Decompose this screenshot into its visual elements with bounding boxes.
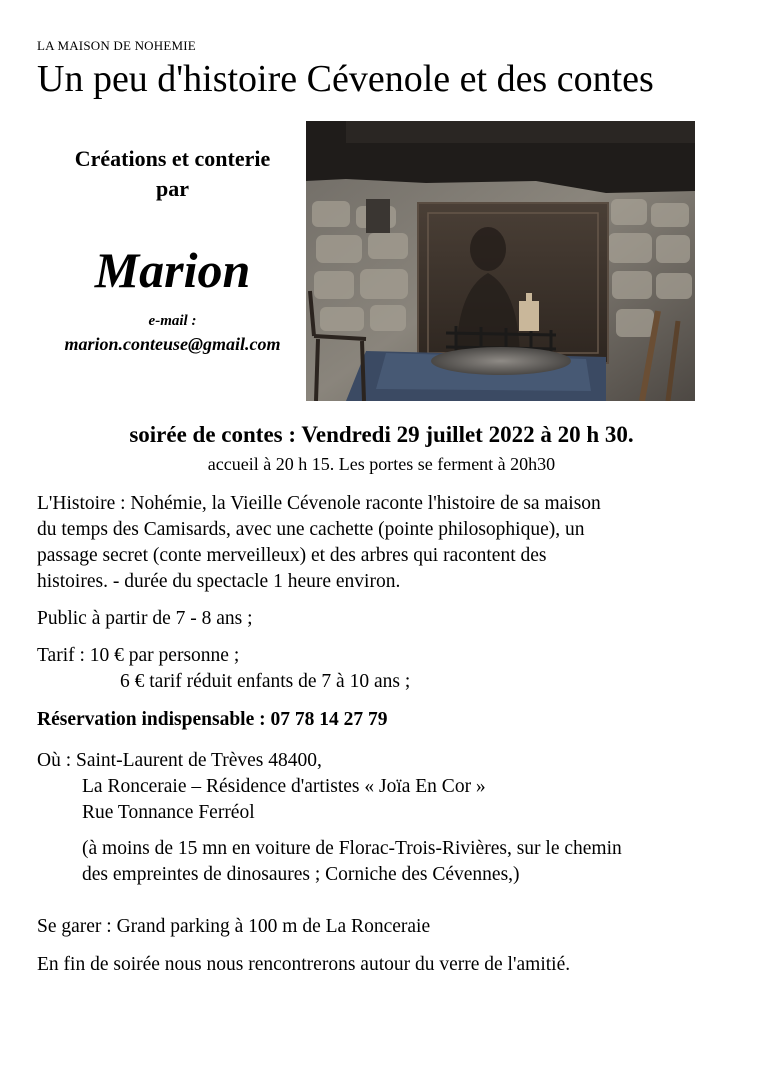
location-line-3: Rue Tonnance Ferréol (82, 802, 255, 823)
reservation-phone: Réservation indispensable : 07 78 14 27 79 (37, 709, 388, 730)
email-address: marion.conteuse@gmail.com (64, 334, 281, 354)
closing-note: En fin de soirée nous nous rencontrerons autour du verre de l'amitié. (37, 954, 571, 975)
location-line-1: Où : Saint-Laurent de Trèves 48400, (37, 750, 322, 771)
parking-info: Se garer : Grand parking à 100 m de La Ronceraie (37, 916, 431, 937)
credits-line2: par (156, 176, 189, 201)
location-line-2: La Ronceraie – Résidence d'artistes « Joïa En Cor » (82, 776, 486, 797)
location-note-1: (à moins de 15 mn en voiture de Florac-Trois-Rivières, sur le chemin (82, 838, 622, 859)
event-headline: soirée de contes : Vendredi 29 juillet 2022 à 20 h 30. (129, 422, 634, 447)
author-name: Marion (94, 242, 251, 298)
public-age: Public à partir de 7 - 8 ans ; (37, 608, 253, 629)
credits-line1: Créations et conterie (74, 146, 271, 171)
histoire-line-3: passage secret (conte merveilleux) et des arbres qui racontent des (37, 545, 547, 566)
email-label: e-mail : (148, 313, 197, 329)
tarif-line-1: Tarif : 10 € par personne ; (37, 645, 240, 666)
tarif-line-2: 6 € tarif réduit enfants de 7 à 10 ans ; (120, 671, 411, 692)
histoire-line-2: du temps des Camisards, avec une cachette (pointe philosophique), un (37, 519, 585, 540)
histoire-line-1: L'Histoire : Nohémie, la Vieille Cévenole raconte l'histoire de sa maison (37, 493, 601, 514)
kicker: LA MAISON DE NOHEMIE (37, 38, 196, 53)
credits-heading (40, 144, 305, 204)
location-note-2: des empreintes de dinosaures ; Corniche des Cévennes,) (82, 864, 520, 885)
histoire-line-4: histoires. - durée du spectacle 1 heure environ. (37, 571, 401, 592)
event-welcome: accueil à 20 h 15. Les portes se ferment à 20h30 (207, 454, 556, 474)
fireplace-photo (306, 121, 695, 401)
page-title: Un peu d'histoire Cévenole et des contes (37, 58, 654, 100)
